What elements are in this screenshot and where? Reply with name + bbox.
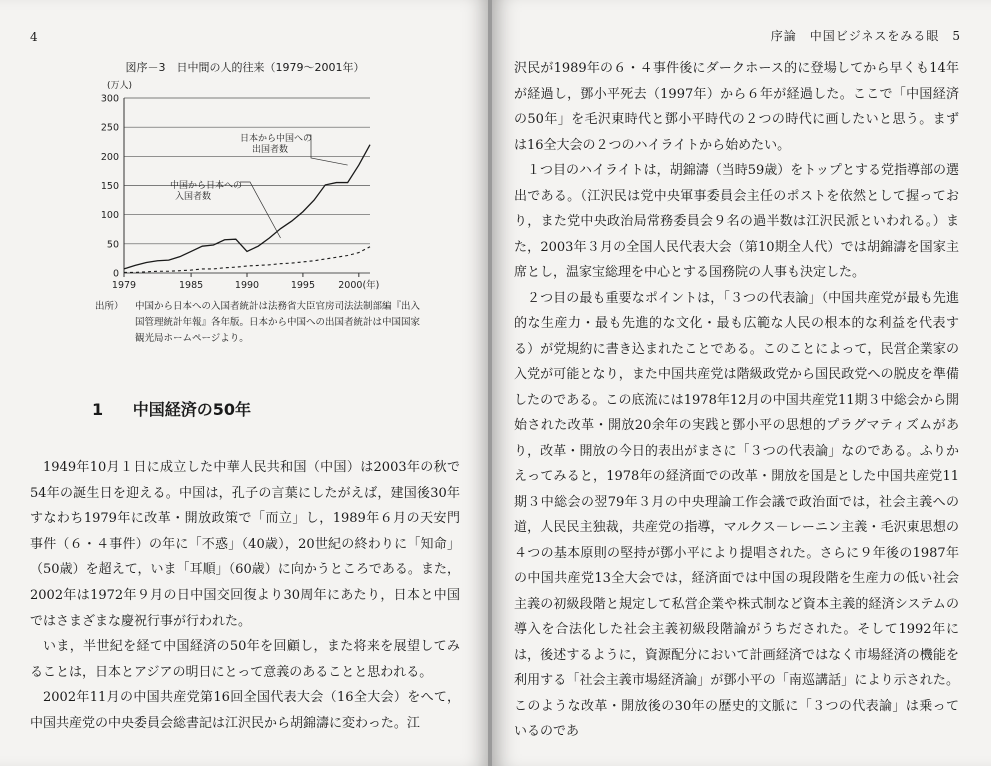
section-title: 中国経済の50年 <box>132 400 251 419</box>
source-label: 出所） <box>95 301 124 312</box>
annotation-label-outbound: 出国者数 <box>252 145 289 155</box>
annotation-label-inbound: 入国者数 <box>175 192 212 202</box>
y-tick-label: 200 <box>100 151 119 163</box>
right-page <box>492 0 991 766</box>
x-tick-label: 1995 <box>290 280 316 291</box>
people-exchange-line-chart <box>80 78 380 293</box>
x-tick-label: 1985 <box>178 280 204 291</box>
series-line-1 <box>124 145 370 269</box>
y-tick-label: 100 <box>100 210 119 222</box>
x-tick-label: 2000(年) <box>338 280 380 291</box>
paragraph: 1949年10月１日に成立した中華人民共和国（中国）は2003年の秋で54年の誕生日を迎える。中国は，孔子の言葉にしたがえば，建国後30年すなわち1979年に改革・開放政策で「而立」し，1989年６月の天安門事件（６・４事件）の年に「不惑」（40歳），20世紀の終わりに「知命」（50歳）を超えて，いま「耳順」（60歳）に向かうところである。また，2002年は1972年９月の日中国交回復より30周年にあたり，日本と中国ではさまざまな慶祝行事が行われた。 <box>30 460 460 629</box>
paragraph: ２つ目の最も重要なポイントは，「３つの代表論」（中国共産党が最も先進的な生産力・最も先進的な文化・最も広範な人民の根本的な利益を代表する）が党規約に書き込まれたことである。このことによって，民営企業家の入党が可能となり，また中国共産党は階級政党から国民政党への脱皮を準備したのである。この底流には1978年12月の中国共産党11期３中総会から開始された改革・開放20余年の実践と鄧小平の思想的プラグマティズムがあり，改革・開放の今日的表出がまさに「３つの代表論」なのである。ふりかえってみると，1978年の経済面での改革・開放を国是とした中国共産党11期３中総会の翌79年３月の中央理論工作会議で政治面では，社会主義への道，人民民主独裁，共産党の指導，マルクス－レーニン主義・毛沢東思想の４つの基本原則の堅持が鄧小平により提唱された。さらに９年後の1987年の中国共産党13全大会では，経済面では中国の現段階を生産力の低い社会主義の初級段階と規定して私営企業や株式制など資本主義的経済システムの導入を合法化した社会主義初級段階論がうちだされた。そして1992年には，後述するように，資源配分において計画経済ではなく市場経済の機能を利用する「社会主義市場経済論」が鄧小平の「南巡講話」により示された。このような改革・開放後の30年の歴史的文脈に「３つの代表論」は乗っているのであ <box>514 290 959 739</box>
y-tick-label: 50 <box>106 239 119 251</box>
annotation-label-inbound: 中国から日本への <box>170 181 243 191</box>
y-tick-label: 150 <box>100 181 119 192</box>
paragraph: 2002年11月の中国共産党第16回全国代表大会（16全大会）をへて，中国共産党の中央委員会総書記は江沢民から胡錦濤に変わった。江 <box>30 690 460 731</box>
y-axis-title: (万人) <box>107 81 133 91</box>
running-head: 序論 中国ビジネスをみる眼 5 <box>770 29 961 43</box>
section-heading <box>92 397 251 420</box>
x-tick-label: 1990 <box>234 280 260 291</box>
annotation-leader <box>240 182 281 238</box>
x-tick-label: 1979 <box>111 280 137 291</box>
y-tick-label: 250 <box>100 122 119 134</box>
page-number: 4 <box>30 30 38 44</box>
left-body-text <box>30 455 460 737</box>
y-tick-label: 300 <box>100 93 119 105</box>
source-text: 中国から日本への入国者統計は法務省大臣官房司法法制部編『出入国管理統計年報』各年版。日本から中国への出国者統計は中国国家観光局ホームページより。 <box>135 301 421 344</box>
annotation-leader <box>306 135 348 165</box>
paragraph: 沢民が1989年の６・４事件後にダークホース的に登場してから早くも14年が経過し，鄧小平死去（1997年）から６年が経過した。ここで「中国経済の50年」を毛沢東時代と鄧小平時代の２つの時代に画したいと思う。まずは16全大会の２つのハイライトから始めたい。 <box>514 61 959 153</box>
paragraph: いま，半世紀を経て中国経済の50年を回顧し，また将来を展望してみることは，日本とアジアの明日にとって意義のあることと思われる。 <box>30 639 460 680</box>
paragraph: １つ目のハイライトは，胡錦濤（当時59歳）をトップとする党指導部の選出である。（江沢民は党中央軍事委員会主任のポストを依然として握っており，また党中央政治局常務委員会９名の過半数は江沢民派といわれる。）また，2003年３月の全国人民代表大会（第10期全人代）では胡錦濤を国家主席とし，温家宝総理を中心とする国務院の人事も決定した。 <box>514 163 959 280</box>
figure-source-note <box>95 299 425 347</box>
right-body-text <box>514 56 959 745</box>
left-page <box>0 0 490 766</box>
figure-caption: 図序－3 日中間の人的往来（1979～2001年） <box>125 61 365 74</box>
section-number: 1 <box>92 400 104 419</box>
annotation-label-outbound: 日本から中国への <box>240 134 313 144</box>
y-tick-label: 0 <box>112 268 119 280</box>
